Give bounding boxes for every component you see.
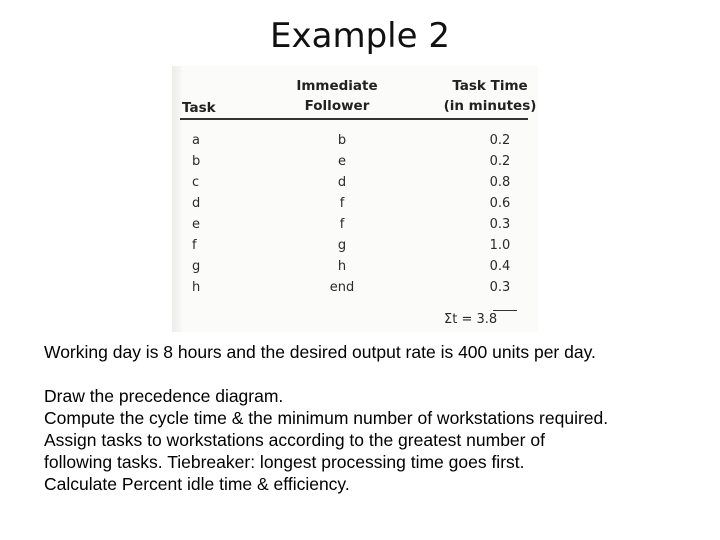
cell-time: 0.2 (489, 154, 511, 169)
cell-time: 0.4 (489, 259, 511, 274)
step-text: following tasks. Tiebreaker: longest processing time goes first. (44, 452, 525, 472)
header-time: Task Time (in minutes) (443, 78, 537, 114)
cell-follower: g (337, 238, 347, 253)
cell-time: 0.2 (489, 133, 511, 148)
cell-task: c (192, 175, 200, 190)
table-row (0, 280, 720, 300)
cell-follower: f (339, 217, 345, 232)
table-row (0, 133, 720, 153)
table-row (0, 154, 720, 174)
table-row (0, 196, 720, 216)
cell-task: d (192, 196, 201, 211)
spacer (44, 363, 714, 385)
header-task: Task (182, 100, 216, 116)
cell-task: b (192, 154, 201, 169)
cell-task: h (192, 280, 201, 295)
cell-follower: d (337, 175, 347, 190)
problem-description (44, 341, 714, 495)
step-text: Calculate Percent idle time & efficiency. (44, 474, 350, 494)
cell-task: e (192, 217, 200, 232)
table-row (0, 175, 720, 195)
table-row (0, 259, 720, 279)
cell-time: 0.6 (489, 196, 511, 211)
step-text: Draw the precedence diagram. (44, 386, 284, 406)
total-time: Σt = 3.8 (444, 312, 498, 327)
cell-follower: f (339, 196, 345, 211)
cell-task: g (192, 259, 201, 274)
cell-time: 0.3 (489, 280, 511, 295)
header-rule (180, 118, 528, 120)
cell-time: 1.0 (489, 238, 511, 253)
table-row (0, 238, 720, 258)
sum-rule (493, 310, 517, 311)
cell-task: f (192, 238, 197, 253)
cell-follower: b (337, 133, 347, 148)
page-title: Example 2 (270, 16, 450, 56)
cell-follower: h (337, 259, 347, 274)
cell-follower: end (329, 280, 355, 295)
step-text: Assign tasks to workstations according to the greatest number of (44, 430, 545, 450)
step-text: Compute the cycle time & the minimum number of workstations required. (44, 408, 609, 428)
intro-text: Working day is 8 hours and the desired output rate is 400 units per day. (44, 342, 596, 362)
cell-task: a (192, 133, 200, 148)
cell-follower: e (338, 154, 346, 169)
table-row (0, 217, 720, 237)
cell-time: 0.8 (489, 175, 511, 190)
header-follower: Immediate Follower (296, 78, 378, 114)
cell-time: 0.3 (489, 217, 511, 232)
